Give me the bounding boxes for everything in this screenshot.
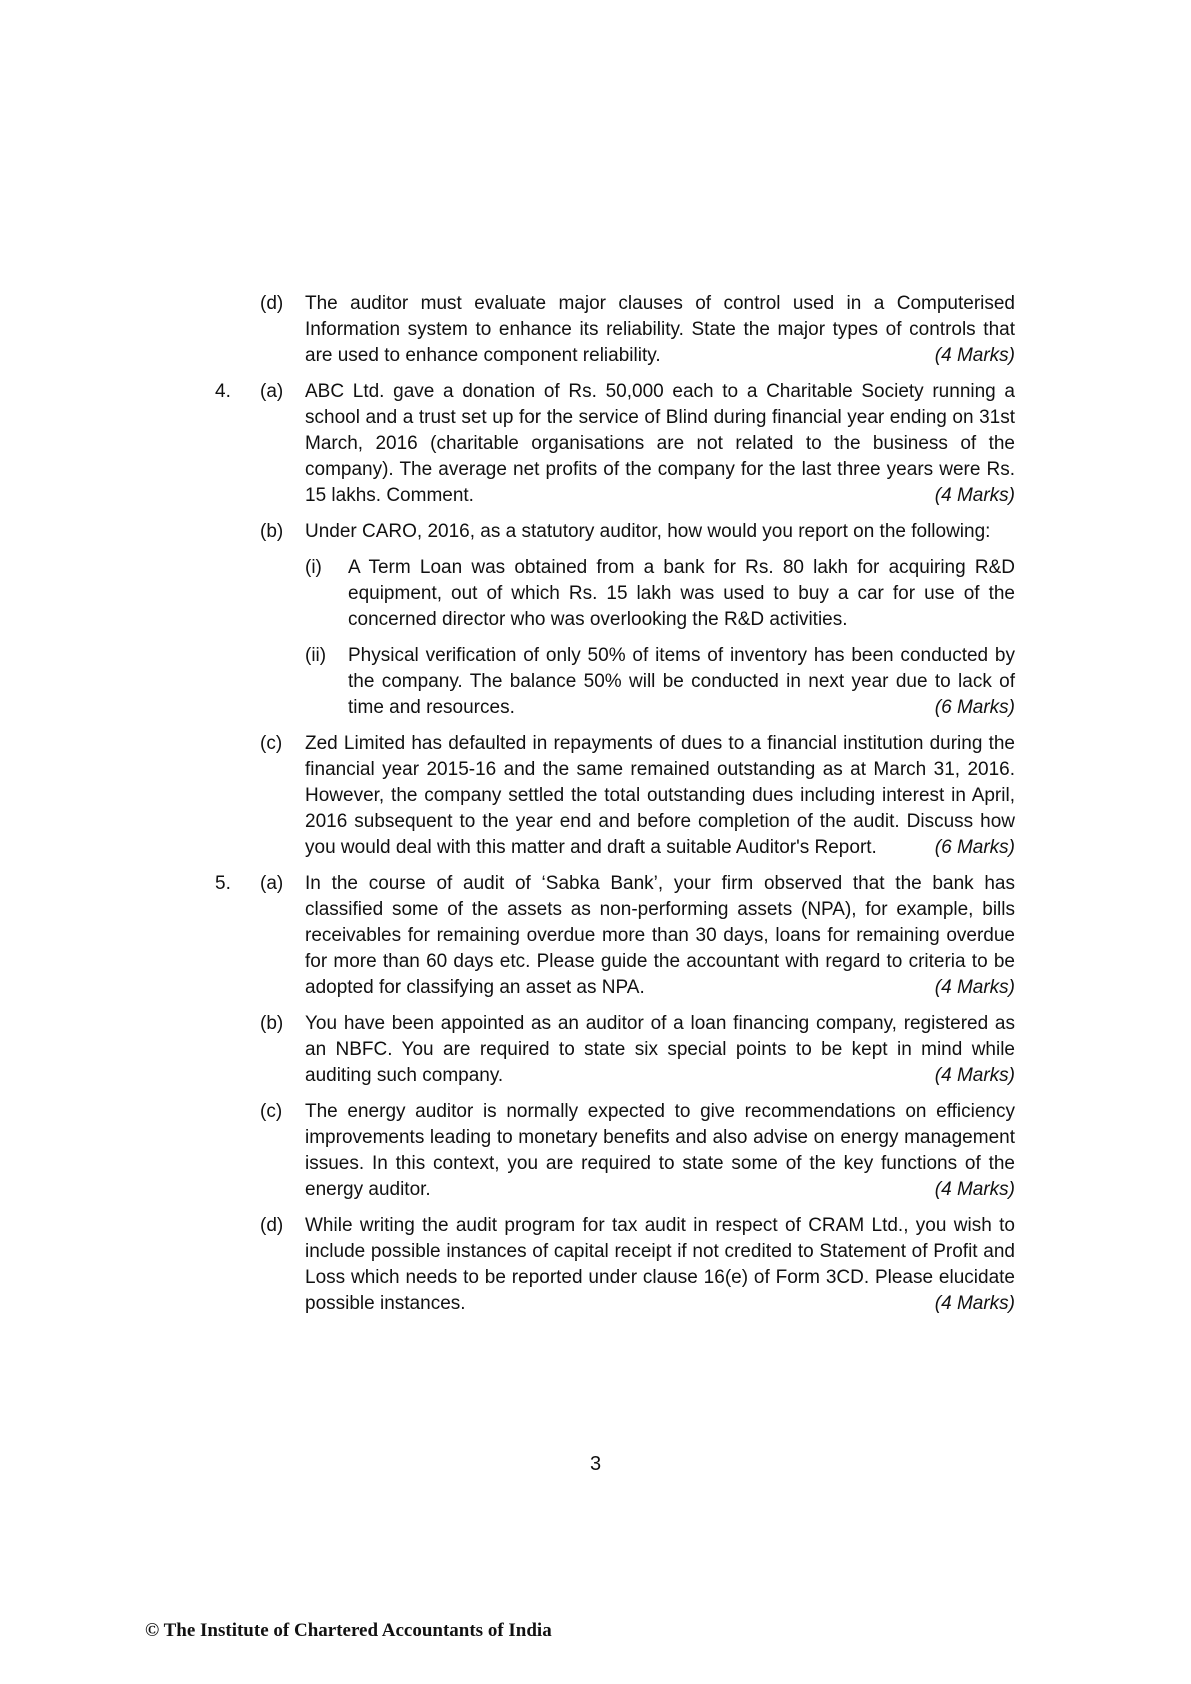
item-text: Under CARO, 2016, as a statutory auditor, how would you report on the following: (305, 521, 991, 542)
marks: (6 Marks) (934, 697, 1015, 718)
item-body (305, 1099, 1015, 1203)
question-5a (215, 871, 1015, 1001)
marks: (6 Marks) (934, 837, 1015, 858)
marks: (4 Marks) (934, 977, 1015, 998)
item-text: A Term Loan was obtained from a bank for Rs. 80 lakh for acquiring R&D equipment, out of which Rs. 15 lakh was used to buy a car for use of the concerned director who was overlooking the R&D activities. (348, 557, 1015, 630)
question-4b-ii (305, 643, 1015, 721)
question-5c (260, 1099, 1015, 1203)
page-number: 3 (589, 1453, 602, 1475)
item-text: Physical verification of only 50% of items of inventory has been conducted by the company. The balance 50% will be conducted in next year due to lack of time and resources. (348, 645, 1015, 718)
item-text: You have been appointed as an auditor of a loan financing company, registered as an NBFC. You are required to state six special points to be kept in mind while auditing such company. (305, 1013, 1015, 1086)
item-body (305, 291, 1015, 369)
item-body (305, 1213, 1015, 1317)
item-body (305, 379, 1015, 509)
item-label: (a) (260, 381, 284, 402)
item-text: While writing the audit program for tax audit in respect of CRAM Ltd., you wish to include possible instances of capital receipt if not credited to Statement of Profit and Loss which needs to be reported under clause 16(e) of Form 3CD. Please elucidate possible instances. (305, 1215, 1015, 1314)
footer-copyright: © The Institute of Chartered Accountants of India (145, 1620, 552, 1641)
item-body (348, 643, 1015, 721)
question-number: 4. (215, 381, 231, 402)
marks: (4 Marks) (934, 1065, 1015, 1086)
question-5d (260, 1213, 1015, 1317)
item-body (348, 555, 1015, 633)
item-label: (b) (260, 1013, 284, 1034)
question-3d (260, 291, 1015, 369)
item-body (305, 1011, 1015, 1089)
item-label: (d) (260, 1215, 284, 1236)
item-text: The auditor must evaluate major clauses of control used in a Computerised Information system to enhance its reliability. State the major types of controls that are used to enhance component reliability. (305, 293, 1015, 366)
item-body (305, 871, 1015, 1001)
item-label: (a) (260, 873, 284, 894)
question-4b (260, 519, 1015, 545)
marks: (4 Marks) (934, 485, 1015, 506)
item-label: (c) (260, 1101, 283, 1122)
item-text: The energy auditor is normally expected to give recommendations on efficiency improvements leading to monetary benefits and also advise on energy management issues. In this context, you are required to state some of the key functions of the energy auditor. (305, 1101, 1015, 1200)
marks: (4 Marks) (934, 345, 1015, 366)
marks: (4 Marks) (934, 1179, 1015, 1200)
question-number: 5. (215, 873, 231, 894)
item-body (305, 731, 1015, 861)
item-label: (c) (260, 733, 283, 754)
question-content (215, 291, 1015, 1327)
question-5b (260, 1011, 1015, 1089)
item-body (305, 519, 1015, 545)
item-label: (b) (260, 521, 284, 542)
question-4c (260, 731, 1015, 861)
question-4b-i (305, 555, 1015, 633)
item-label: (d) (260, 293, 284, 314)
question-4a (215, 379, 1015, 509)
item-text: ABC Ltd. gave a donation of Rs. 50,000 each to a Charitable Society running a school and a trust set up for the service of Blind during financial year ending on 31st March, 2016 (charitable organisations are not related to the business of the company). The average net profits of the company for the last three years were Rs. 15 lakhs. Comment. (305, 381, 1015, 506)
item-text: In the course of audit of ‘Sabka Bank’, your firm observed that the bank has classified some of the assets as non-performing assets (NPA), for example, bills receivables for remaining overdue more than 30 days, loans for remaining overdue for more than 60 days etc. Please guide the accountant with regard to criteria to be adopted for classifying an asset as NPA. (305, 873, 1015, 998)
marks: (4 Marks) (934, 1293, 1015, 1314)
item-label: (i) (305, 557, 322, 578)
item-label: (ii) (305, 645, 327, 666)
item-text: Zed Limited has defaulted in repayments of dues to a financial institution during the financial year 2015-16 and the same remained outstanding as at March 31, 2016. However, the company settled the total outstanding dues including interest in April, 2016 subsequent to the year end and before completion of the audit. Discuss how you would deal with this matter and draft a suitable Auditor's Report. (305, 733, 1015, 858)
